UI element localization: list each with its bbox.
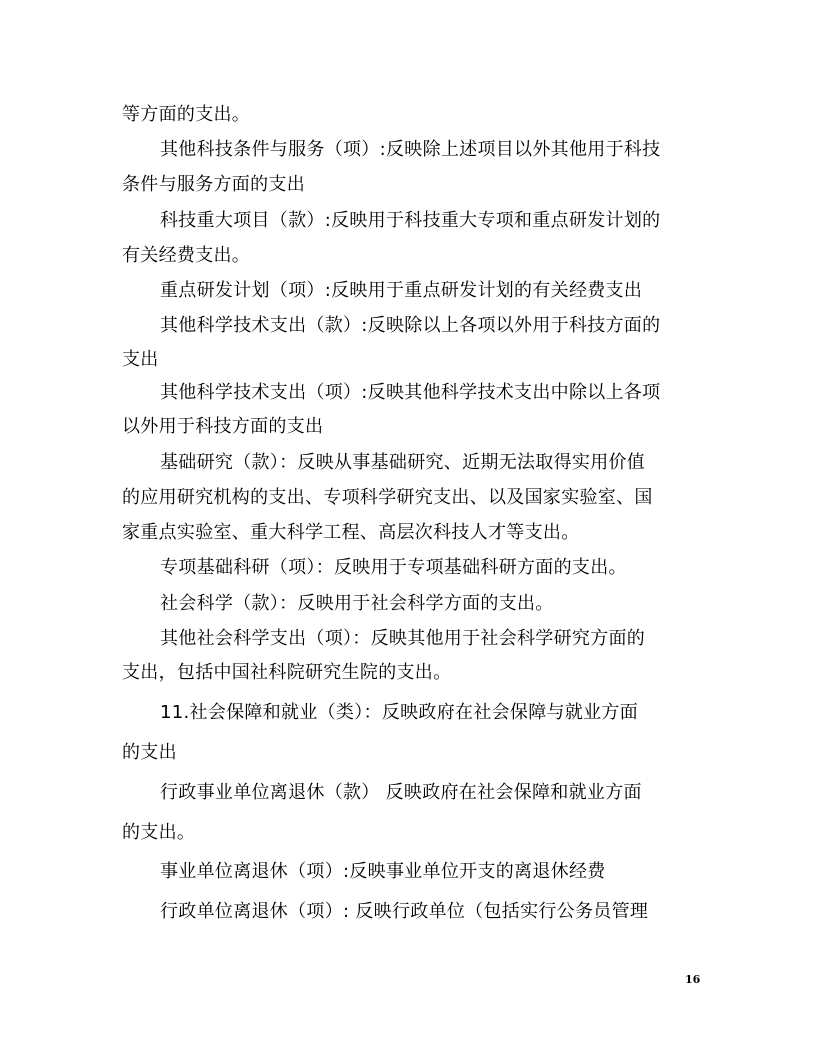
text-line: 的应用研究机构的支出、专项科学研究支出、以及国家实验室、国 [122, 487, 653, 508]
text-line: 的支出。 [122, 822, 196, 843]
text-line: 条件与服务方面的支出 [122, 174, 305, 195]
text-line: 基础研究（款）：反映从事基础研究、近期无法取得实用价值 [160, 452, 646, 473]
text-line: 事业单位离退休（项）:反映事业单位开支的离退休经费 [160, 861, 606, 882]
text-line: 科技重大项目（款）:反映用于科技重大专项和重点研发计划的 [160, 210, 661, 231]
text-line: 有关经费支出。 [122, 245, 251, 266]
page-number: 16 [685, 973, 701, 986]
text-line: 社会科学（款）：反映用于社会科学方面的支出。 [160, 593, 554, 614]
text-line: 专项基础科研（项）：反映用于专项基础科研方面的支出。 [160, 557, 627, 578]
text-line: 其他科技条件与服务（项）:反映除上述项目以外其他用于科技 [160, 139, 661, 160]
text-line: 重点研发计划（项）:反映用于重点研发计划的有关经费支出 [160, 280, 643, 301]
text-line: 的支出 [122, 742, 177, 763]
text-line: 行政事业单位离退休（款） 反映政府在社会保障和就业方面 [160, 782, 642, 803]
text-line: 以外用于科技方面的支出 [122, 416, 324, 437]
text-line: 支出，包括中国社科院研究生院的支出。 [122, 662, 452, 683]
text-line: 行政单位离退休（项）: 反映行政单位（包括实行公务员管理 [160, 901, 649, 922]
text-line: 其他科学技术支出（款）:反映除以上各项以外用于科技方面的 [160, 315, 661, 336]
text-line: 其他科学技术支出（项）:反映其他科学技术支出中除以上各项 [160, 382, 661, 403]
text-line: 支出 [122, 349, 159, 370]
text-line: 11.社会保障和就业（类）：反映政府在社会保障与就业方面 [160, 702, 639, 723]
text-line: 等方面的支出。 [122, 104, 251, 125]
text-line: 其他社会科学支出（项）：反映其他用于社会科学研究方面的 [160, 628, 646, 649]
text-line: 家重点实验室、重大科学工程、高层次科技人才等支出。 [122, 522, 580, 543]
